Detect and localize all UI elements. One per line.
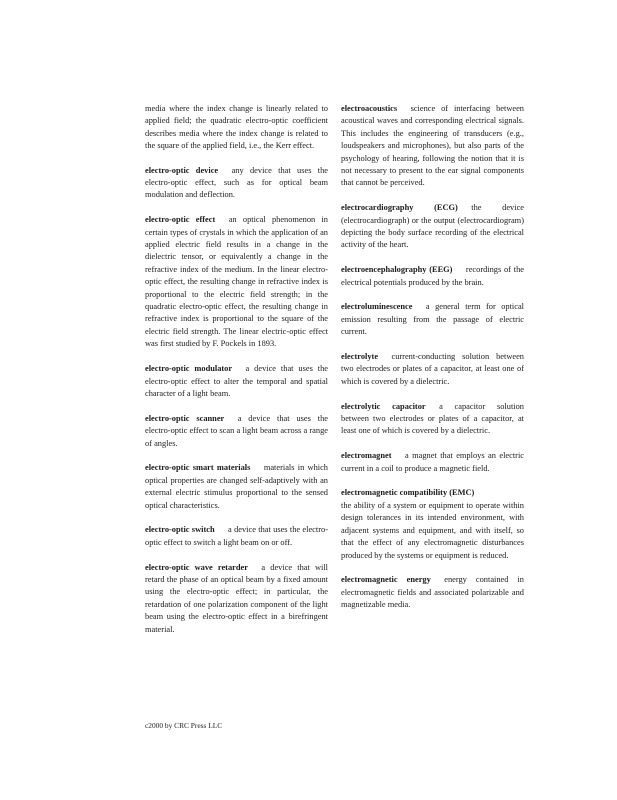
entry-term: electromagnet — [341, 451, 392, 461]
entry-term: electro-optic scanner — [145, 413, 225, 423]
glossary-entry — [145, 165, 328, 202]
entry-term: electrolyte — [341, 352, 379, 362]
entry-definition: materials in which optical properties are changed self-adaptively with an external electric stimulus proportional to the sensed optical characteristics. — [145, 463, 328, 510]
entry-definition: energy contained in electromagnetic fields and associated polarizable and magnetizable media. — [341, 575, 524, 610]
glossary-entry — [341, 264, 524, 289]
glossary-entry — [145, 524, 328, 549]
entry-term: electro-optic effect — [145, 215, 216, 225]
entry-definition: a device that uses the electro-optic effect to alter the temporal and spatial character of a light beam. — [145, 364, 328, 398]
entry-definition: any device that uses the electro-optic effect, such as for optical beam modulation and deflection. — [145, 165, 328, 200]
entry-term: electrolytic capacitor — [341, 401, 426, 411]
entry-term: electromagnetic energy — [341, 575, 431, 585]
glossary-entry — [341, 301, 524, 338]
continuation-text: media where the index change is linearly related to applied field; the quadratic electro-optic coefficient describes media where the index change is related to the square of the applied field, i.e., the Kerr effect. — [145, 104, 328, 151]
entry-term: electroencephalography (EEG) — [341, 265, 453, 275]
entry-definition: science of interfacing between acoustical waves and corresponding electrical signals. This includes the engineering of transducers (e.g., loudspeakers and microphones), but also parts of the psychology of hearing, following the notion that it is not necessary to present to the ear signal components that cannot be perceived. — [341, 104, 524, 188]
entry-term: electroluminescence — [341, 302, 413, 312]
glossary-entry — [145, 462, 328, 512]
entry-definition: a capacitor solution between two electrodes or plates of a capacitor, at least one of which is covered by a dielectric. — [341, 401, 524, 436]
entry-definition: a device that uses the electro-optic effect to switch a light beam on or off. — [145, 525, 328, 547]
entry-definition: a device that will retard the phase of an optical beam by a fixed amount using the electro-optic effect; in particular, the retardation of one polarization component of the light beam using the electro-optic effect in a birefringent material. — [145, 562, 328, 634]
glossary-entry — [145, 413, 328, 450]
right-column — [341, 103, 524, 624]
glossary-entry — [341, 450, 524, 475]
left-column — [145, 103, 328, 648]
entry-definition: an optical phenomenon in certain types of crystals in which the application of an applied electric field results in a change in the dielectric tensor, or equivalently a change in the refractive index of the medium. In the linear electro-optic effect, the resulting change in refractive index is proportional to the electric field strength; in the quadratic electro-optic effect, the resulting change in refractive index is proportional to the square of the electric field strength. The linear electric-optic effect was first studied by F. Pockels in 1893. — [145, 215, 328, 349]
entry-term: electroacoustics — [341, 104, 398, 113]
entry-term: electrocardiography (ECG) — [341, 203, 458, 213]
entry-term: electro-optic wave retarder — [145, 562, 248, 572]
glossary-entry — [341, 574, 524, 611]
glossary-entry — [341, 487, 524, 561]
entry-definition: a magnet that employs an electric current in a coil to produce a magnetic field. — [341, 451, 524, 473]
entry-term: electromagnetic compatibility (EMC) — [341, 488, 475, 498]
entry-term: electro-optic modulator — [145, 364, 233, 374]
glossary-entry — [341, 103, 524, 190]
entry-term: electro-optic device — [145, 165, 219, 175]
glossary-entry — [341, 351, 524, 388]
entry-definition: recordings of the electrical potentials produced by the brain. — [341, 265, 524, 287]
entry-definition: the ability of a system or equipment to operate within design tolerances in its intended environment, with adjacent systems and equipment, and with itself, so that the effect of any electromagnetic disturbances produced by the systems or equipment is reduced. — [341, 500, 524, 560]
entry-term: electro-optic smart materials — [145, 463, 251, 473]
glossary-entry — [145, 214, 328, 350]
entry-definition: a general term for optical emission resulting from the passage of electric current. — [341, 302, 524, 337]
glossary-entry — [341, 401, 524, 438]
entry-definition: a device that uses the electro-optic effect to scan a light beam across a range of angles. — [145, 413, 328, 448]
entry-definition: the device (electrocardiograph) or the output (electrocardiogram) depicting the body surface recording of the electrical activity of the heart. — [341, 203, 524, 250]
copyright-footer: c2000 by CRC Press LLC — [145, 721, 223, 730]
entry-definition: current-conducting solution between two electrodes or plates of a capacitor, at least one of which is covered by a dielectric. — [341, 352, 524, 386]
glossary-entry — [145, 562, 328, 636]
glossary-entry — [145, 363, 328, 400]
entry-term: electro-optic switch — [145, 525, 215, 535]
glossary-entry — [341, 202, 524, 252]
